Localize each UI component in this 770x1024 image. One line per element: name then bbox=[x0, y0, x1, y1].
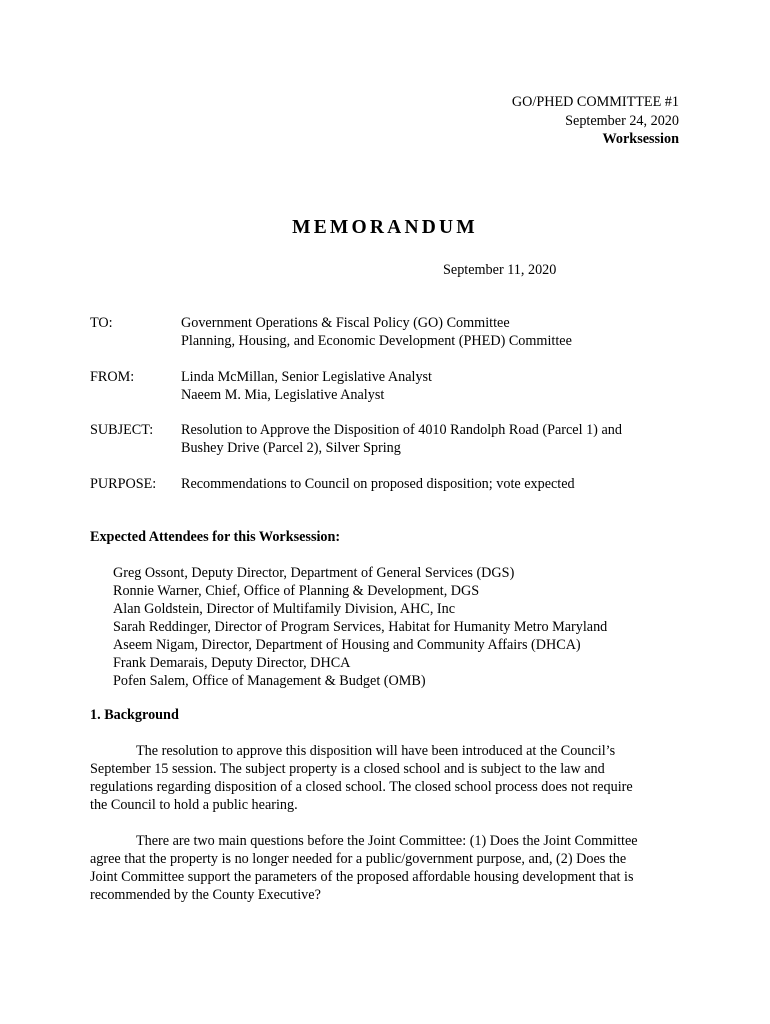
paragraph-line: recommended by the County Executive? bbox=[90, 887, 321, 903]
memo-date: September 11, 2020 bbox=[443, 262, 557, 278]
paragraph-line: agree that the property is no longer needed for a public/government purpose, and, (2) Does the bbox=[90, 851, 627, 867]
paragraph-line: There are two main questions before the Joint Committee: (1) Does the Joint Committee bbox=[136, 833, 638, 849]
from-line: Linda McMillan, Senior Legislative Analyst bbox=[181, 369, 432, 385]
background-paragraph-1 bbox=[90, 742, 682, 814]
background-heading: 1. Background bbox=[90, 707, 179, 723]
from-label: FROM: bbox=[90, 369, 135, 385]
subject-label: SUBJECT: bbox=[90, 422, 154, 438]
subject-line: Bushey Drive (Parcel 2), Silver Spring bbox=[181, 440, 401, 456]
paragraph-line: the Council to hold a public hearing. bbox=[90, 797, 298, 813]
attendees-heading: Expected Attendees for this Worksession: bbox=[90, 529, 341, 545]
attendee-item: Frank Demarais, Deputy Director, DHCA bbox=[113, 655, 351, 671]
to-label: TO: bbox=[90, 315, 113, 331]
paragraph-line: regulations regarding disposition of a closed school. The closed school process does not require bbox=[90, 779, 633, 795]
committee-header bbox=[512, 93, 679, 149]
from-value bbox=[181, 368, 681, 404]
background-paragraph-2 bbox=[90, 832, 682, 904]
attendee-item: Ronnie Warner, Chief, Office of Planning & Development, DGS bbox=[113, 583, 480, 599]
attendee-item: Greg Ossont, Deputy Director, Department of General Services (DGS) bbox=[113, 565, 515, 581]
paragraph-line: September 15 session. The subject property is a closed school and is subject to the law and bbox=[90, 761, 605, 777]
committee-name: GO/PHED COMMITTEE #1 bbox=[511, 94, 679, 110]
from-line: Naeem M. Mia, Legislative Analyst bbox=[181, 387, 385, 403]
paragraph-line: The resolution to approve this disposition will have been introduced at the Council’s bbox=[136, 743, 616, 759]
memo-title: MEMORANDUM bbox=[292, 217, 478, 238]
to-line: Planning, Housing, and Economic Development (PHED) Committee bbox=[181, 333, 572, 349]
attendee-item: Alan Goldstein, Director of Multifamily Division, AHC, Inc bbox=[113, 601, 456, 617]
subject-value bbox=[181, 421, 681, 457]
committee-date: September 24, 2020 bbox=[565, 112, 679, 129]
attendee-item: Sarah Reddinger, Director of Program Services, Habitat for Humanity Metro Maryland bbox=[113, 619, 608, 635]
purpose-value bbox=[181, 475, 681, 493]
subject-line: Resolution to Approve the Disposition of 4010 Randolph Road (Parcel 1) and bbox=[181, 422, 622, 438]
to-value bbox=[181, 314, 681, 350]
session-type: Worksession bbox=[602, 131, 679, 147]
attendee-item: Aseem Nigam, Director, Department of Housing and Community Affairs (DHCA) bbox=[113, 637, 581, 653]
attendees-list bbox=[113, 564, 607, 690]
to-line: Government Operations & Fiscal Policy (GO) Committee bbox=[181, 315, 510, 331]
purpose-line: Recommendations to Council on proposed disposition; vote expected bbox=[181, 476, 575, 492]
purpose-label: PURPOSE: bbox=[90, 476, 157, 492]
paragraph-line: Joint Committee support the parameters of the proposed affordable housing development that is bbox=[90, 869, 634, 885]
attendee-item: Pofen Salem, Office of Management & Budget (OMB) bbox=[113, 673, 426, 689]
